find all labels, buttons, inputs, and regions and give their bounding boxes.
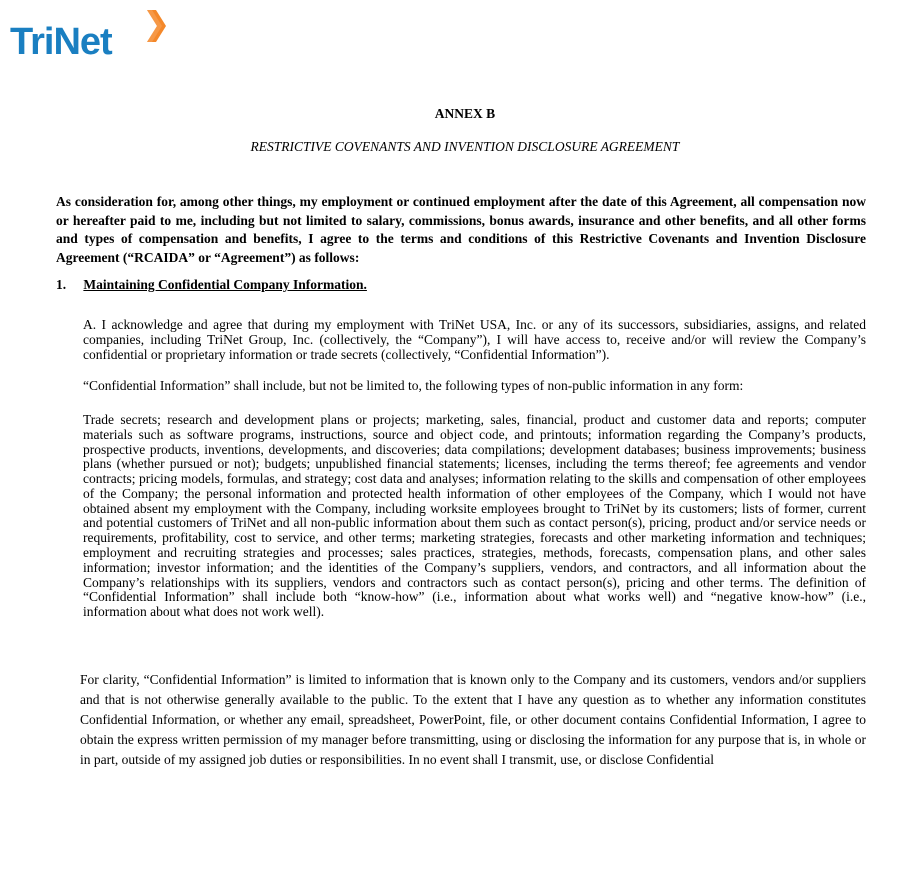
clarity-paragraph: For clarity, “Confidential Information” is limited to information that is known only to the Company and its customers, vendors and/or suppliers and that is not otherwise generally available to the public. To the extent that I have any question as to whether any information constitutes Confidential Information, or whether any email, spreadsheet, PowerPoint, file, or other document contains Confidential Information, I agree to obtain the express written permission of my manager before transmitting, using or disclosing the information for any purpose that is, in whole or in part, outside of my assigned job duties or responsibilities. In no event shall I transmit, use, or disclose Confidential: [80, 672, 866, 767]
trinet-logo: [10, 8, 170, 64]
section-1-number: 1.: [56, 277, 67, 292]
section-1-heading: [56, 277, 367, 293]
annex-subtitle: RESTRICTIVE COVENANTS AND INVENTION DISCLOSURE AGREEMENT: [250, 139, 680, 154]
intro-paragraph: As consideration for, among other things, my employment or continued employment after the date of this Agreement, all compensation now or hereafter paid to me, including but not limited to salary, commissions, bonus awards, insurance and other benefits, and all other forms and types of compensation and benefits, I agree to the terms and conditions of this Restrictive Covenants and Invention Disclosure Agreement (“RCAIDA” or “Agreement”) as follows:: [56, 194, 866, 265]
annex-title: ANNEX B: [434, 106, 496, 121]
logo-wordmark: TriNet: [10, 21, 112, 63]
logo-chevron-icon: [139, 8, 169, 44]
definition-paragraph: “Confidential Information” shall include, but not be limited to, the following types of non-public information in any form:: [83, 378, 744, 393]
section-1-title: Maintaining Confidential Company Information.: [83, 277, 367, 292]
paragraph-a: A. I acknowledge and agree that during my employment with TriNet USA, Inc. or any of its successors, subsidiaries, assigns, and related companies, including TriNet Group, Inc. (collectively, the “Company”), I will have access to, receive and/or will review the Company’s confidential or proprietary information or trade secrets (collectively, “Confidential Information”).: [83, 317, 866, 362]
confidential-info-list-paragraph: Trade secrets; research and development plans or projects; marketing, sales, financial, product and customer data and reports; computer materials such as software programs, instructions, source and object code, and printouts; information regarding the Company’s products, prospective products, inventions, developments, and discoveries; data compilations; development databases; business improvements; business plans (whether pursued or not); budgets; unpublished financial statements; licenses, including the terms thereof; fee agreements and vendor contracts; pricing models, formulas, and strategy; cost data and analyses; information relating to the skills and compensation of other employees of the Company; the personal information and protected health information of other employees of the Company, which I would not have obtained absent my employment with the Company, including worksite employees brought to TriNet by its customers; lists of former, current and potential customers of TriNet and all non-public information about them such as contact person(s), pricing, product and/or service needs or requirements, profitability, cost to service, and other terms; marketing strategies, forecasts and other marketing information and techniques; employment and recruiting strategies and processes; sales practices, strategies, methods, forecasts, compensation plans, and other sales information; investor information; and the identities of the Company’s suppliers, vendors, and contractors, and all information about the Company’s relationships with its suppliers, vendors and contractors such as contact person(s), pricing and other terms. The definition of “Confidential Information” shall include both “know-how” (i.e., information about what works well) and “negative know-how” (i.e., information about what does not work well).: [83, 412, 866, 620]
